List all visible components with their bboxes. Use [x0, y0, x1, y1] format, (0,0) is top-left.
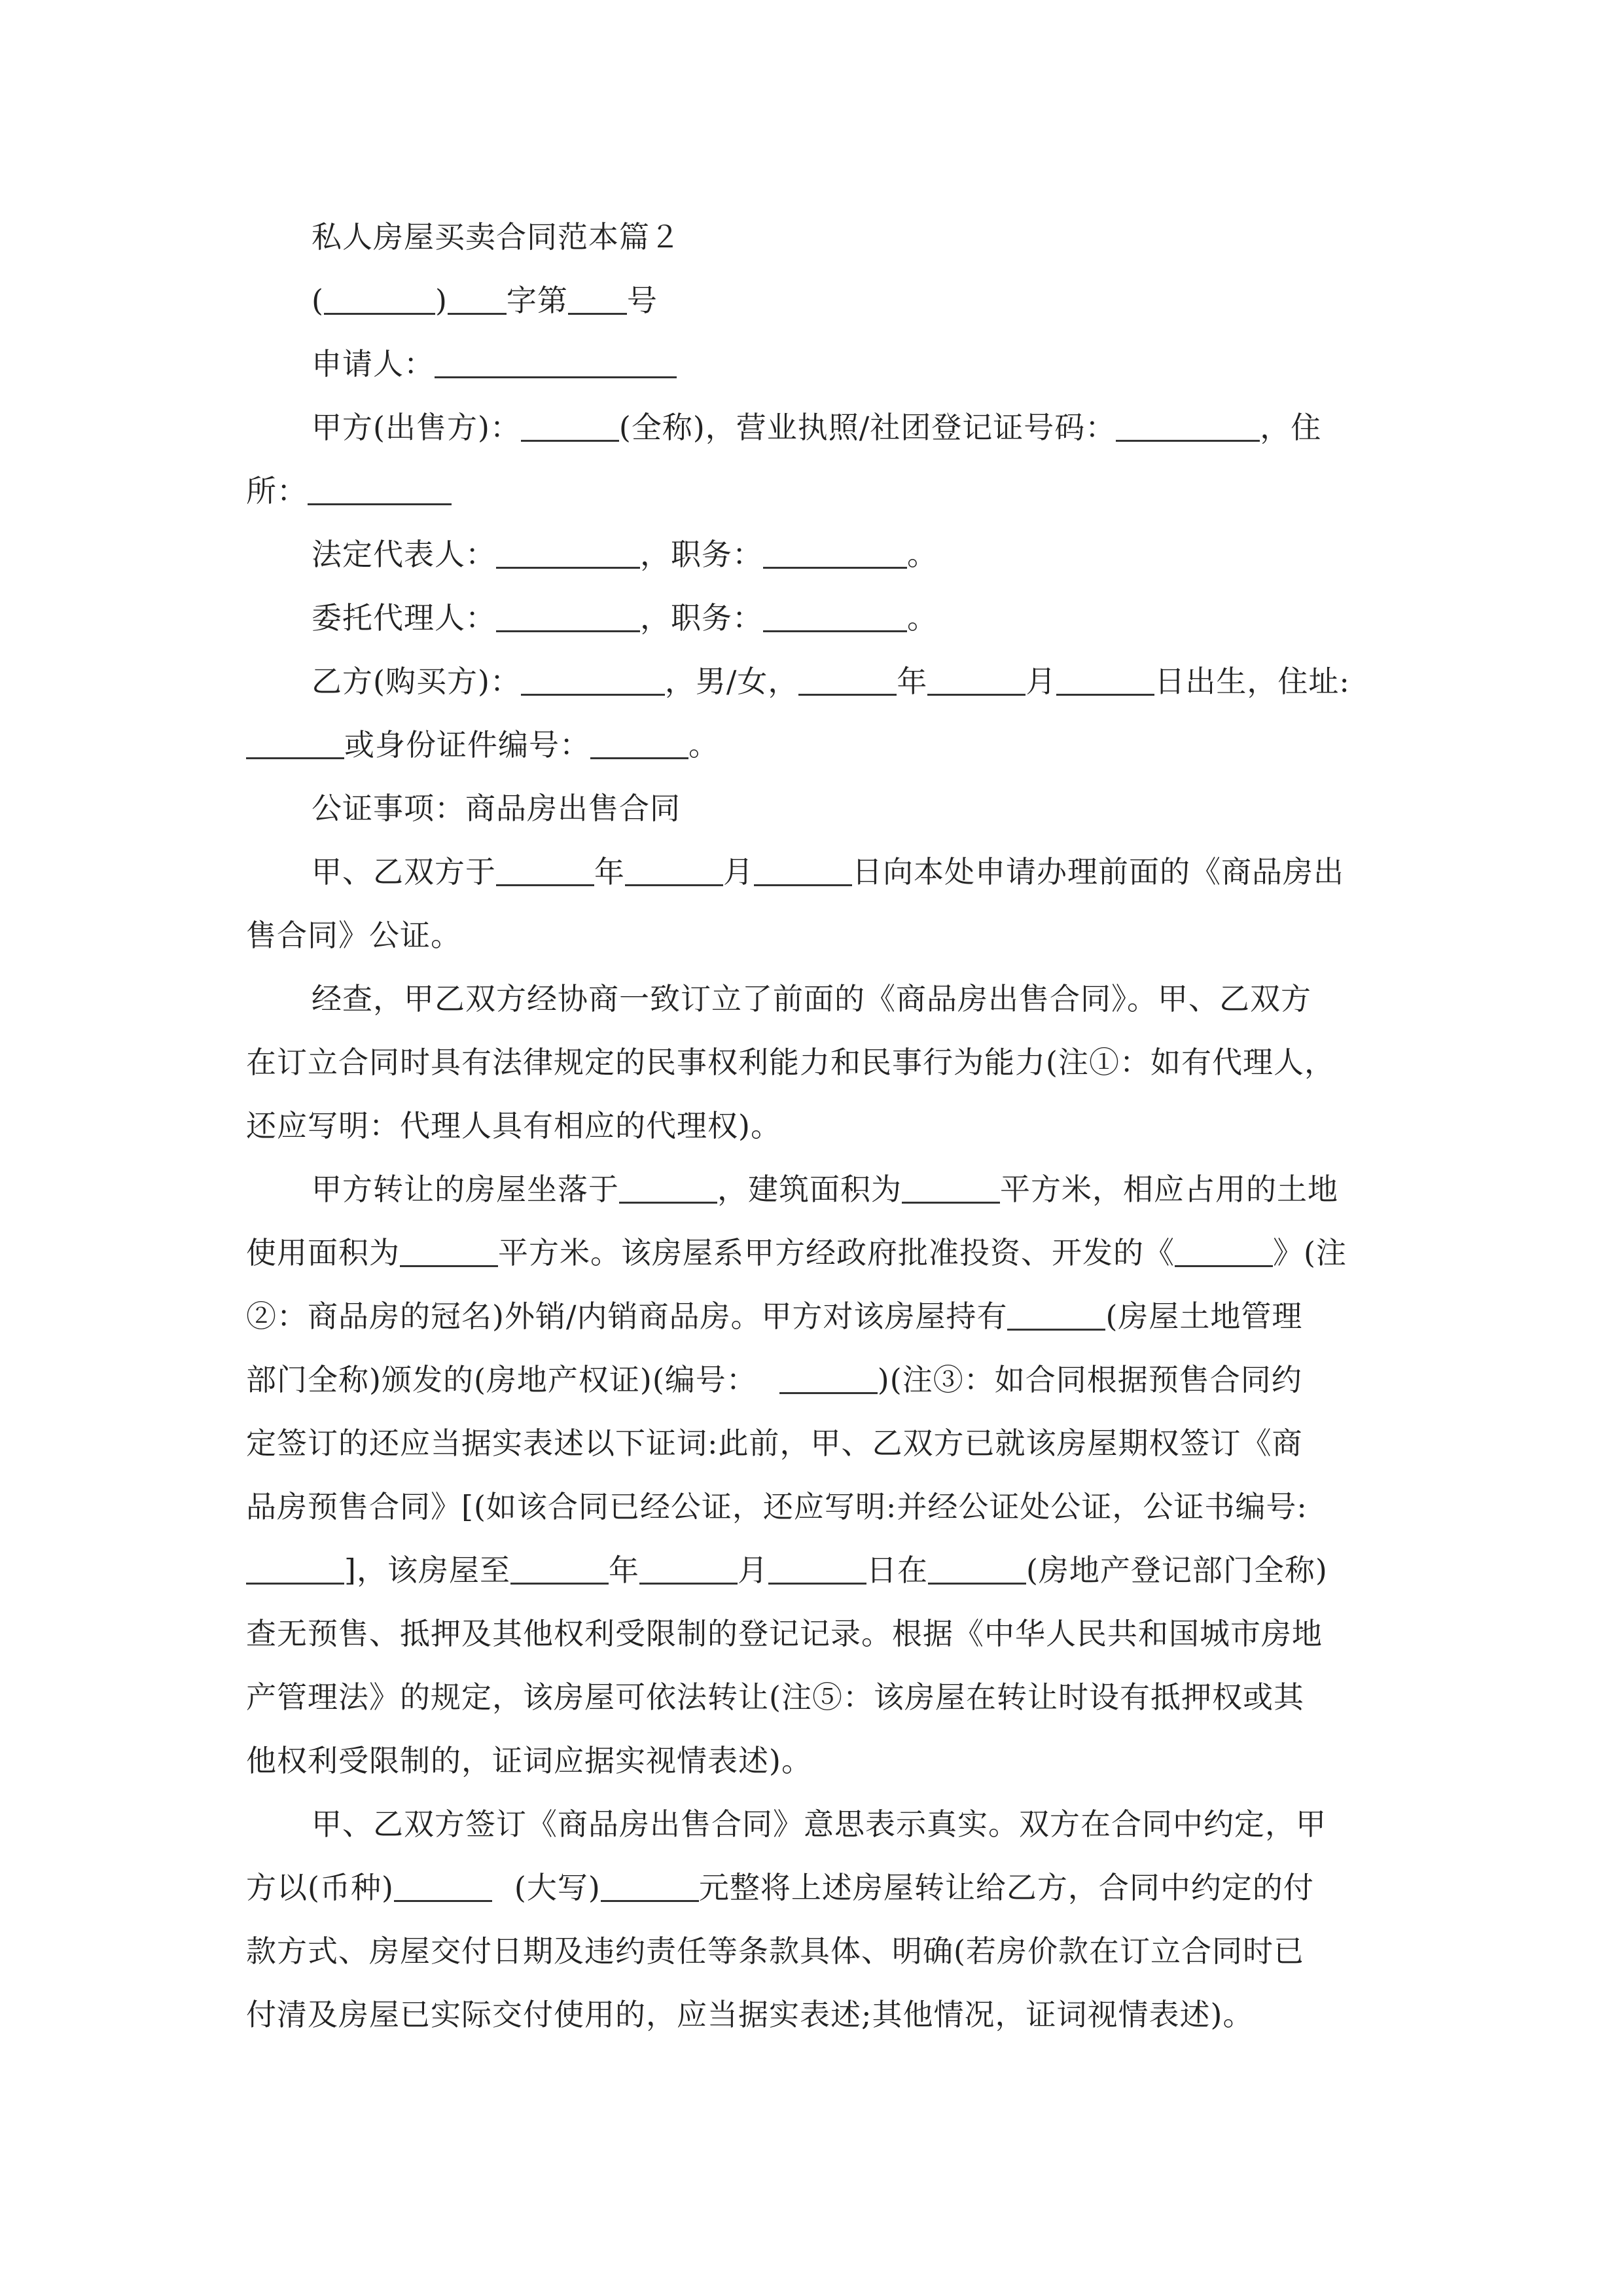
para2-line-3: 还应写明：代理人具有相应的代理权)。	[246, 1108, 781, 1143]
para3-line-8: 查无预售、抵押及其他权利受限制的登记记录。根据《中华人民共和国城市房地	[246, 1616, 1323, 1651]
blank-field	[1116, 411, 1260, 442]
blank-field	[448, 284, 507, 315]
blank-field	[521, 411, 619, 442]
blank-field	[496, 601, 640, 632]
blank-field	[496, 855, 594, 886]
blank-field	[639, 1554, 738, 1585]
blank-field	[394, 1871, 492, 1902]
party-a-line-2: 所：	[246, 459, 1380, 523]
blank-field	[902, 1173, 1000, 1204]
blank-field	[1007, 1300, 1105, 1331]
blank-field	[400, 1236, 498, 1267]
document-title: 私人房屋买卖合同范本篇２	[312, 219, 681, 255]
blank-field	[768, 1554, 866, 1585]
blank-field	[763, 601, 907, 632]
party-a-line-1: 甲方(出售方)： (全称)，营业执照/社团登记证号码： ，住	[312, 410, 1322, 445]
blank-field	[798, 665, 897, 696]
legal-rep-line: 法定代表人： ，职务： 。	[312, 537, 938, 572]
blank-field	[510, 1554, 609, 1585]
para3-line-6: 品房预售合同》[(如该合同已经公证，还应写明:并经公证处公证，公证书编号:	[246, 1489, 1308, 1524]
para1-line-2: 售合同》公证。	[246, 918, 461, 953]
party-b-line-1: 乙方(购买方)： ，男/女， 年 月 日出生，住址:	[312, 664, 1350, 699]
blank-field	[601, 1871, 699, 1902]
blank-field	[590, 728, 688, 759]
para3-line-3: ②：商品房的冠名)外销/内销商品房。甲方对该房屋持有 (房屋土地管理	[246, 1299, 1303, 1334]
blank-field	[568, 284, 627, 315]
blank-field	[619, 1173, 717, 1204]
file-number-line: ( ) 字第 号	[312, 283, 658, 318]
para4-line-4: 付清及房屋已实际交付使用的，应当据实表述;其他情况，证词视情表述)。	[246, 1997, 1254, 2032]
applicant-line: 申请人：	[246, 332, 1380, 396]
blank-field	[1056, 665, 1154, 696]
para3-line-4: 部门全称)颁发的(房地产权证)(编号： )(注③：如合同根据预售合同约	[246, 1362, 1302, 1397]
para3-line-10: 他权利受限制的，证词应据实视情表述)。	[246, 1743, 812, 1778]
blank-field	[308, 475, 452, 505]
blank-field	[625, 855, 723, 886]
blank-field	[246, 1554, 344, 1585]
para3-line-9: 产管理法》的规定，该房屋可依法转让(注⑤：该房屋在转让时设有抵押权或其	[246, 1679, 1304, 1715]
para3-line-1: 甲方转让的房屋坐落于 ，建筑面积为 平方米，相应占用的土地	[312, 1172, 1338, 1207]
para4-line-1: 甲、乙双方签订《商品房出售合同》意思表示真实。双方在合同中约定，甲	[312, 1806, 1327, 1842]
para4-line-3: 款方式、房屋交付日期及违约责任等条款具体、明确(若房价款在订立合同时已	[246, 1933, 1304, 1969]
agent-line: 委托代理人： ，职务： 。	[312, 600, 938, 636]
blank-field	[496, 538, 640, 569]
notarization-matter: 公证事项：商品房出售合同	[312, 791, 681, 826]
blank-field	[763, 538, 907, 569]
blank-field	[928, 1554, 1026, 1585]
blank-field	[927, 665, 1026, 696]
blank-field	[1175, 1236, 1273, 1267]
blank-field	[324, 284, 435, 315]
para3-line-2: 使用面积为 平方米。该房屋系甲方经政府批准投资、开发的《 》(注	[246, 1235, 1347, 1270]
para4-line-2: 方以(币种) (大写) 元整将上述房屋转让给乙方，合同中约定的付	[246, 1870, 1314, 1905]
blank-field	[521, 665, 665, 696]
para1-line-1: 甲、乙双方于 年 月 日向本处申请办理前面的《商品房出	[312, 854, 1344, 889]
para2-line-1: 经查，甲乙双方经协商一致订立了前面的《商品房出售合同》。甲、乙双方	[312, 981, 1311, 1016]
party-b-line-2: 或身份证件编号： 。	[246, 713, 1380, 777]
para3-line-7: ]，该房屋至 年 月 日在 (房地产登记部门全称)	[246, 1539, 1380, 1602]
blank-field	[246, 728, 344, 759]
document-body	[246, 206, 1380, 2047]
para2-line-2: 在订立合同时具有法律规定的民事权利能力和民事行为能力(注①：如有代理人，	[246, 1045, 1335, 1080]
para3-line-5: 定签订的还应当据实表述以下证词:此前，甲、乙双方已就该房屋期权签订《商	[246, 1426, 1303, 1461]
blank-field	[754, 855, 852, 886]
blank-field	[779, 1363, 878, 1394]
blank-field	[435, 348, 677, 378]
